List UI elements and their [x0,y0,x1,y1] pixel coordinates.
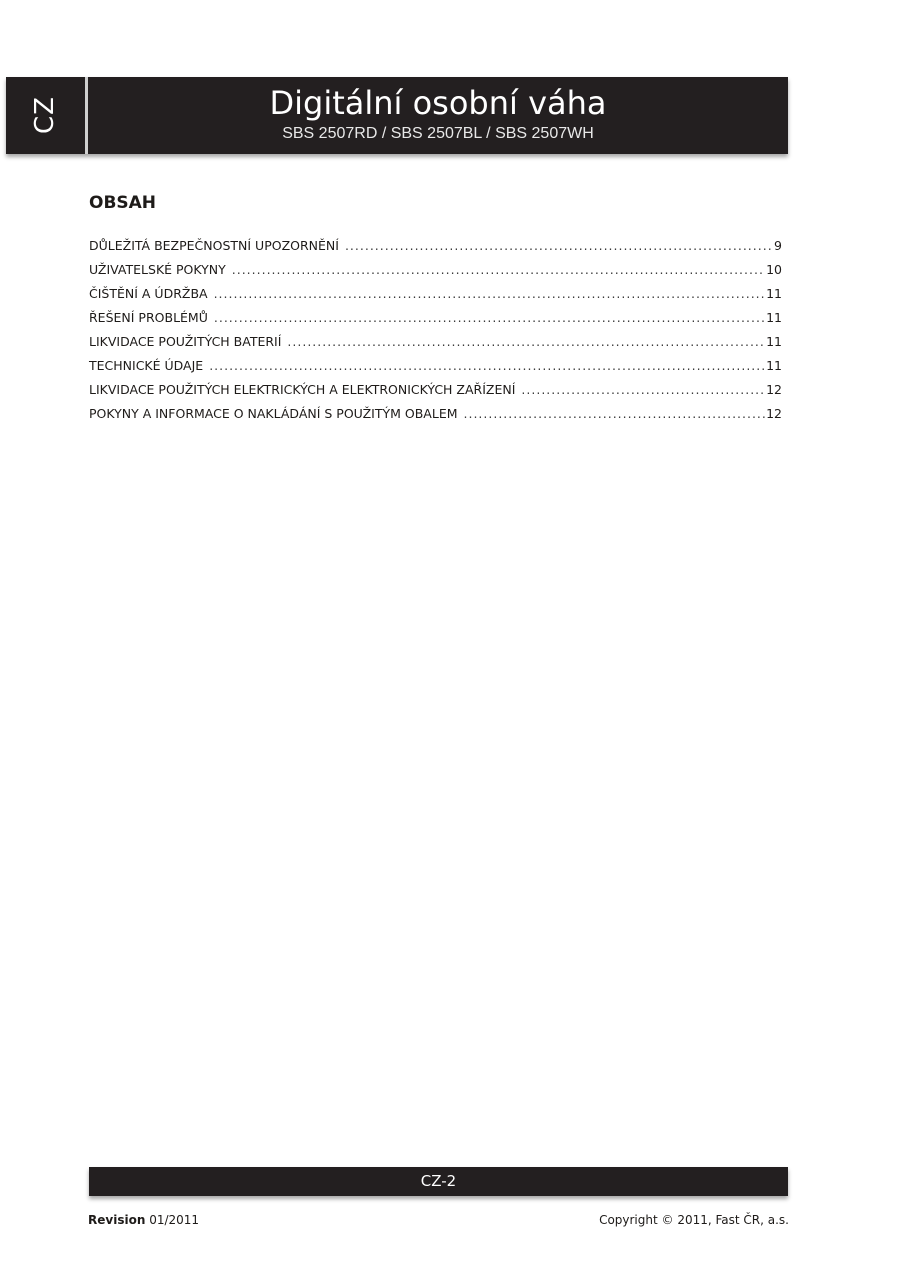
toc-entry-label: ŘEŠENÍ PROBLÉMŮ [89,310,208,325]
page-number: CZ-2 [420,1172,457,1190]
toc-entry-page: 11 [766,334,782,349]
toc-leader-dots [521,380,765,400]
toc-entry-page: 10 [766,262,782,277]
table-of-contents [89,236,782,428]
toc-leader-dots [214,308,765,328]
toc-entry[interactable] [89,404,782,428]
toc-leader-dots [464,404,766,424]
toc-entry-page: 11 [766,310,782,325]
toc-heading: OBSAH [89,193,157,213]
toc-entry[interactable] [89,332,782,356]
toc-entry-page: 12 [766,382,782,397]
toc-entry[interactable] [89,308,782,332]
page-number-bar [89,1167,788,1196]
toc-entry[interactable] [89,284,782,308]
toc-leader-dots [214,284,766,304]
revision-value: 01/2011 [149,1213,200,1227]
toc-entry[interactable] [89,236,782,260]
revision-label: Revision [88,1213,146,1227]
toc-entry[interactable] [89,260,782,284]
language-tab [6,77,88,154]
toc-leader-dots [287,332,765,352]
toc-entry-page: 11 [766,358,782,373]
toc-entry-label: DŮLEŽITÁ BEZPEČNOSTNÍ UPOZORNĚNÍ [89,238,339,253]
document-title: Digitální osobní váha [269,84,607,122]
model-numbers: SBS 2507RD / SBS 2507BL / SBS 2507WH [282,125,594,142]
toc-entry[interactable] [89,356,782,380]
toc-leader-dots [345,236,773,256]
toc-entry-label: TECHNICKÉ ÚDAJE [89,358,204,373]
toc-entry-page: 12 [766,406,782,421]
toc-entry-label: UŽIVATELSKÉ POKYNY [89,262,226,277]
language-code: CZ [30,96,60,134]
toc-entry-label: POKYNY A INFORMACE O NAKLÁDÁNÍ S POUŽITÝM OBALEM [89,406,458,421]
toc-leader-dots [209,356,765,376]
toc-entry-page: 11 [766,286,782,301]
toc-entry-label: LIKVIDACE POUŽITÝCH BATERIÍ [89,334,282,349]
toc-entry[interactable] [89,380,782,404]
toc-entry-label: LIKVIDACE POUŽITÝCH ELEKTRICKÝCH A ELEKTRONICKÝCH ZAŘÍZENÍ [89,382,516,397]
copyright-notice: Copyright © 2011, Fast ČR, a.s. [599,1213,789,1227]
toc-leader-dots [232,260,765,280]
page-header [6,77,788,154]
toc-entry-page: 9 [774,238,782,253]
toc-entry-label: ČIŠTĚNÍ A ÚDRŽBA [89,286,208,301]
revision-info [88,1213,199,1227]
